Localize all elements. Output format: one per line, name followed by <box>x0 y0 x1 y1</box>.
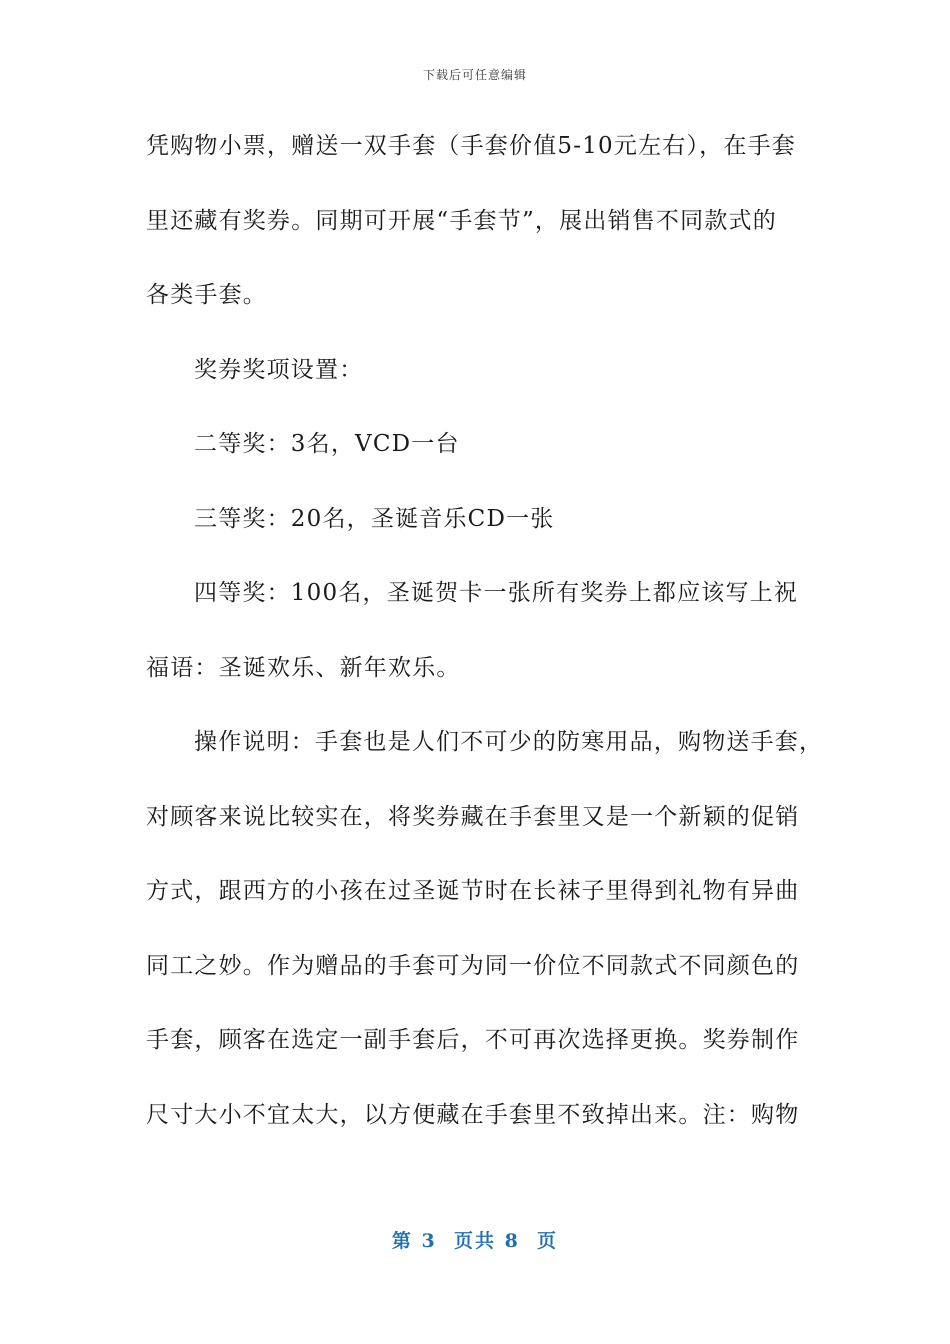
paragraph-line: 各类手套。 <box>146 282 267 308</box>
page-number-label: 第 3 页共 8 页 <box>391 1230 559 1252</box>
prize-settings-heading: 奖券奖项设置： <box>194 356 364 383</box>
second-prize-line: 二等奖：3名，VCD一台 <box>194 431 460 457</box>
paragraph-line: 福语：圣诞欢乐、新年欢乐。 <box>146 654 461 681</box>
paragraph-line: 里还藏有奖券。同期可开展“手套节”，展出销售不同款式的 <box>146 207 777 234</box>
document-body <box>146 120 824 1163</box>
header-note: 下载后可任意编辑 <box>422 68 527 82</box>
paragraph-line: 尺寸大小不宜太大，以方便藏在手套里不致掉出来。注：购物 <box>146 1101 800 1128</box>
paragraph-line: 对顾客来说比较实在，将奖券藏在手套里又是一个新颖的促销 <box>146 803 800 830</box>
page-number-footer <box>0 1226 950 1253</box>
operation-notes-line: 操作说明：手套也是人们不可少的防寒用品，购物送手套， <box>194 729 824 755</box>
fourth-prize-line: 四等奖：100名，圣诞贺卡一张所有奖券上都应该写上祝 <box>194 580 799 606</box>
paragraph-line: 方式，跟西方的小孩在过圣诞节时在长袜子里得到礼物有异曲 <box>146 878 800 904</box>
paragraph-line: 手套，顾客在选定一副手套后，不可再次选择更换。奖券制作 <box>146 1027 800 1053</box>
paragraph-line: 凭购物小票，赠送一双手套（手套价值5-10元左右），在手套 <box>146 133 796 159</box>
third-prize-line: 三等奖：20名，圣诞音乐CD一张 <box>194 505 555 532</box>
paragraph-line: 同工之妙。作为赠品的手套可为同一价位不同款式不同颜色的 <box>146 952 800 979</box>
